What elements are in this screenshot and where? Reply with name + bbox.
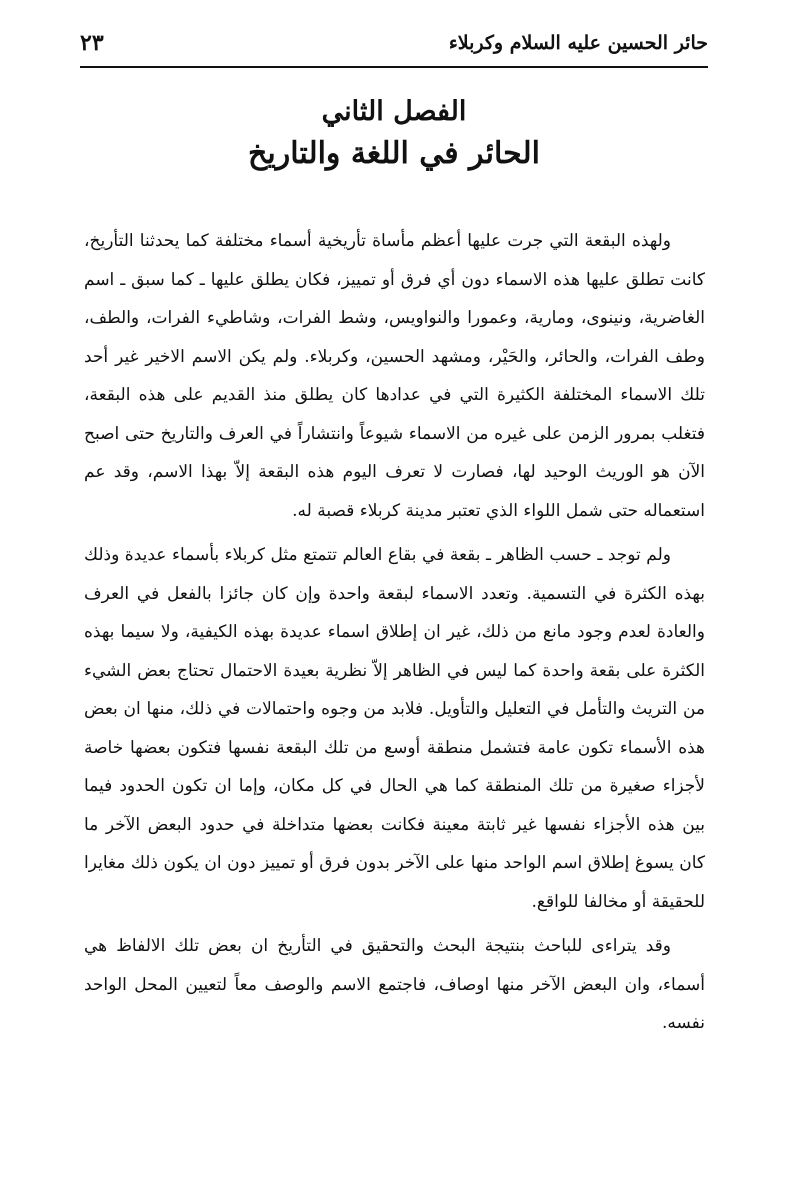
chapter-title: الحائر في اللغة والتاريخ — [248, 136, 540, 171]
paragraph-2: ولم توجد ـ حسب الظاهر ـ بقعة في بقاع العالم تتمتع مثل كربلاء بأسماء عديدة وذلك بهذه الكثرة في التسمية. وتعدد الاسماء لبقعة واحدة وإن كان جائزا بالفعل في العرف والعادة لعدم وجود مانع من ذلك، غير ان إطلاق اسماء عديدة بهذه الكيفية، ولا سيما بهذه الكثرة على بقعة واحدة كما ليس في الظاهر إلاّ نظرية بعيدة الاحتمال تحتاج بعض الشيء من التريث والتأمل في التعليل والتأويل. فلابد من وجوه واحتمالات في ذلك، منها ان بعض هذه الأسماء تكون عامة فتشمل منطقة أوسع من تلك البقعة نفسها فتكون بعضها خاصة لأجزاء صغيرة من تلك المنطقة كما هي الحال في كل مكان، وإما ان تكون الحدود فيما بين هذه الأجزاء نفسها غير ثابتة معينة فكانت بعضها متداخلة في حدود البعض الآخر ما كان يسوغ إطلاق اسم الواحد منها على الآخر بدون فرق أو تمييز دون ان يكون ذلك مغايرا للحقيقة أو مخالفا للواقع. — [84, 545, 705, 912]
chapter-heading — [80, 92, 708, 176]
running-header — [80, 30, 708, 66]
paragraph-3: وقد يتراءى للباحث بنتيجة البحث والتحقيق في التأريخ ان بعض تلك الالفاظ هي أسماء، وان البعض الآخر منها اوصاف، فاجتمع الاسم والوصف معاً لتعيين المحل الواحد نفسه. — [84, 936, 705, 1033]
header-rule — [80, 66, 708, 68]
running-header-title: حائر الحسين عليه السلام وكربلاء — [448, 32, 708, 54]
page-number: ٢٣ — [80, 30, 104, 56]
chapter-number: الفصل الثاني — [321, 96, 467, 127]
body-text — [84, 222, 705, 1049]
paragraph-1: ولهذه البقعة التي جرت عليها أعظم مأساة تأريخية أسماء مختلفة كما يحدثنا التأريخ، كانت تطلق عليها هذه الاسماء دون أي فرق أو تمييز، فكان يطلق عليها ـ كما سبق ـ اسم الغاضرية، ونينوى، ومارية، وعمورا والنواويس، وشط الفرات، وشاطيء الفرات، والطف، وطف الفرات، والحائر، والحَيْر، ومشهد الحسين، وكربلاء. ولم يكن الاسم الاخير غير أحد تلك الاسماء المختلفة الكثيرة التي في عدادها كان يطلق منذ القديم على هذه البقعة، فتغلب بمرور الزمن على غيره من الاسماء شيوعاً وانتشاراً في العرف والتاريخ حتى اصبح الآن هو الوريث الوحيد لها، فصارت لا تعرف اليوم هذه البقعة إلاّ بهذا الاسم، وقد عم استعماله حتى شمل اللواء الذي تعتبر مدينة كربلاء قصبة له. — [84, 231, 705, 521]
